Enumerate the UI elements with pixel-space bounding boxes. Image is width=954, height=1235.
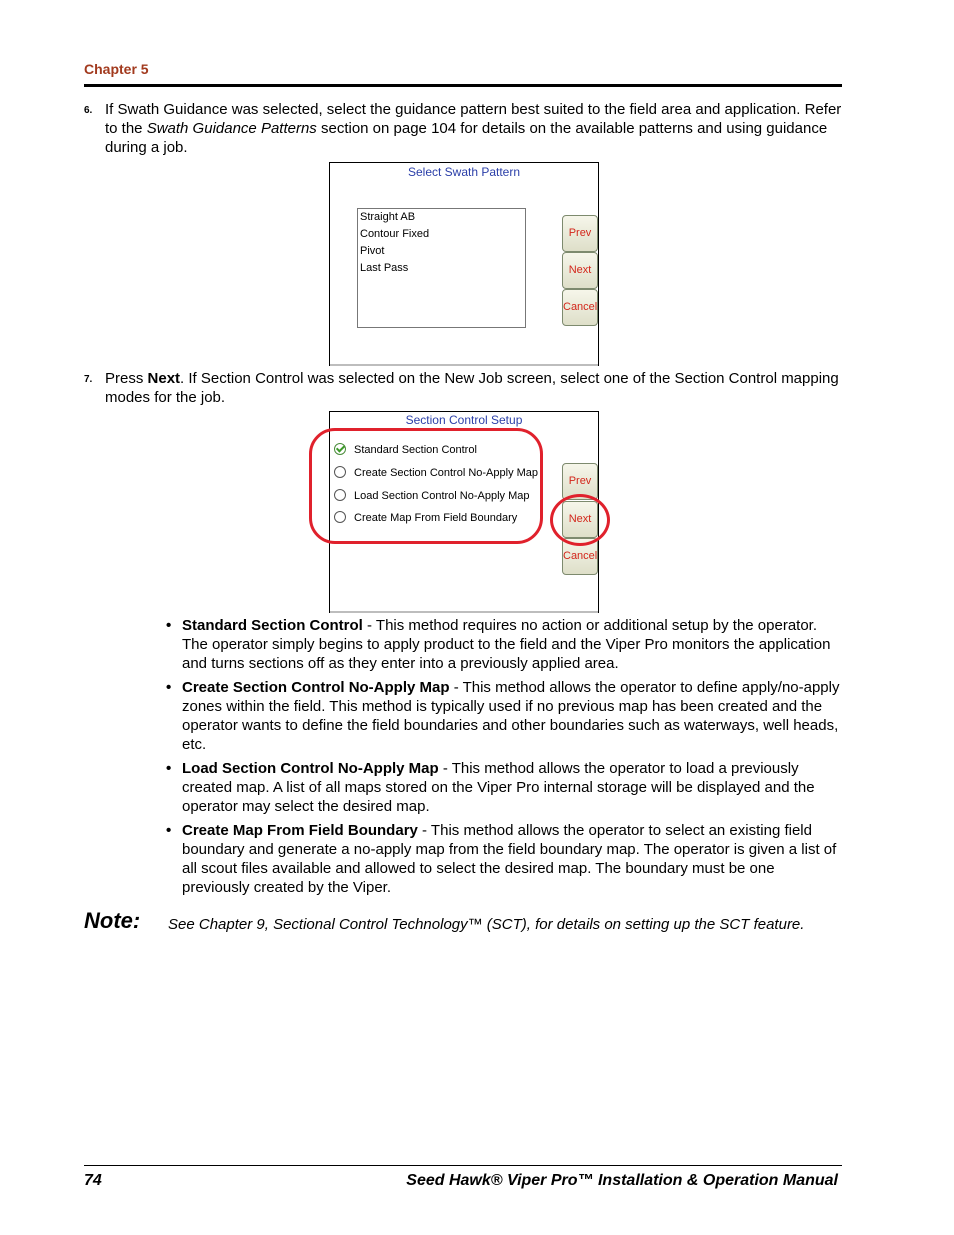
section-screen-title: Section Control Setup bbox=[405, 413, 523, 427]
note-label: Note: bbox=[84, 908, 141, 933]
next-button-highlight-circle bbox=[550, 494, 610, 546]
bullet-term: Create Map From Field Boundary bbox=[182, 822, 418, 839]
bullet-text: - This method allows the operator to load a previously created map. A list of all maps stored on the Viper Pro internal storage will be displayed and the operator may select the desired map. bbox=[182, 760, 815, 815]
bullet-dot: • bbox=[166, 822, 172, 839]
mapping-mode-descriptions bbox=[166, 616, 842, 902]
swath-prev-button[interactable]: Prev bbox=[562, 215, 598, 252]
manual-title: Seed Hawk® Viper Pro™ Installation & Operation Manual bbox=[406, 1172, 838, 1189]
step-6-text-start: If Swath Guidance was selected, select the guidance pattern best suited to the field area and application. Refer to the bbox=[105, 101, 842, 137]
step-6-number: 6. bbox=[84, 105, 93, 116]
swath-next-button[interactable]: Next bbox=[562, 252, 598, 289]
bullet-dot: • bbox=[166, 760, 172, 777]
swath-pattern-list[interactable] bbox=[357, 208, 526, 328]
step-6-text bbox=[105, 100, 845, 157]
bullet-text: - This method allows the operator to select an existing field boundary and generate a no-apply map from the field boundary map. The operator is given a list of all scout files available and allowed to select the desired map. The boundary must be one previously created by the Viper. bbox=[182, 822, 837, 896]
bullet-map-from-field-boundary bbox=[166, 821, 842, 897]
bullet-dot: • bbox=[166, 679, 172, 696]
bullet-standard-section-control bbox=[166, 616, 842, 673]
section-next-button[interactable]: Next bbox=[562, 501, 598, 538]
section-prev-button[interactable]: Prev bbox=[562, 463, 598, 500]
swath-pattern-screen bbox=[329, 162, 599, 366]
option-label: Create Section Control No-Apply Map bbox=[354, 467, 539, 479]
pattern-straight-ab[interactable]: Straight AB bbox=[360, 211, 416, 223]
bullet-load-no-apply-map bbox=[166, 759, 842, 816]
bullet-dot: • bbox=[166, 617, 172, 634]
pattern-pivot[interactable]: Pivot bbox=[360, 245, 385, 257]
step-7-text-end: . If Section Control was selected on the New Job screen, select one of the Section Control mapping modes for the job. bbox=[105, 370, 839, 406]
header-rule bbox=[84, 84, 842, 87]
bullet-text: - This method allows the operator to define apply/no-apply zones within the field. This method is typically used if no previous map has been created and the operator wants to define the field boundaries and other boundaries such as waterways, well heads, etc. bbox=[182, 679, 840, 753]
screen-bottom-edge bbox=[330, 364, 598, 366]
bullet-term: Standard Section Control bbox=[182, 617, 363, 634]
bullet-term: Load Section Control No-Apply Map bbox=[182, 760, 439, 777]
step-6-text-end: section on page 104 for details on the available patterns and using guidance during a job. bbox=[105, 120, 828, 156]
page-number: 74 bbox=[84, 1172, 102, 1189]
option-label: Load Section Control No-Apply Map bbox=[354, 490, 530, 502]
bullet-term: Create Section Control No-Apply Map bbox=[182, 679, 450, 696]
chapter-label: Chapter 5 bbox=[84, 61, 149, 77]
footer-rule bbox=[84, 1165, 842, 1166]
section-cancel-button[interactable]: Cancel bbox=[562, 538, 598, 575]
swath-screen-title: Select Swath Pattern bbox=[407, 165, 521, 179]
option-label: Standard Section Control bbox=[354, 444, 477, 456]
pattern-last-pass[interactable]: Last Pass bbox=[360, 262, 409, 274]
swath-cancel-button[interactable]: Cancel bbox=[562, 289, 598, 326]
pattern-contour-fixed[interactable]: Contour Fixed bbox=[360, 228, 430, 240]
next-keyword: Next bbox=[147, 370, 181, 387]
bullet-create-no-apply-map bbox=[166, 678, 842, 754]
step-7-number: 7. bbox=[84, 374, 93, 385]
options-highlight-outline bbox=[309, 428, 543, 544]
option-label: Create Map From Field Boundary bbox=[354, 512, 518, 524]
note-text: See Chapter 9, Sectional Control Technology™ (SCT), for details on setting up the SCT feature. bbox=[168, 916, 805, 933]
screen-bottom-edge bbox=[330, 611, 598, 613]
step-7-text bbox=[105, 369, 845, 407]
bullet-text: - This method requires no action or additional setup by the operator. The operator simply begins to apply product to the field and the Viper Pro monitors the application and turns sections off as they enter into a previously applied area. bbox=[182, 617, 831, 672]
step-7-text-start: Press bbox=[105, 370, 148, 387]
swath-patterns-reference: Swath Guidance Patterns bbox=[146, 120, 317, 137]
